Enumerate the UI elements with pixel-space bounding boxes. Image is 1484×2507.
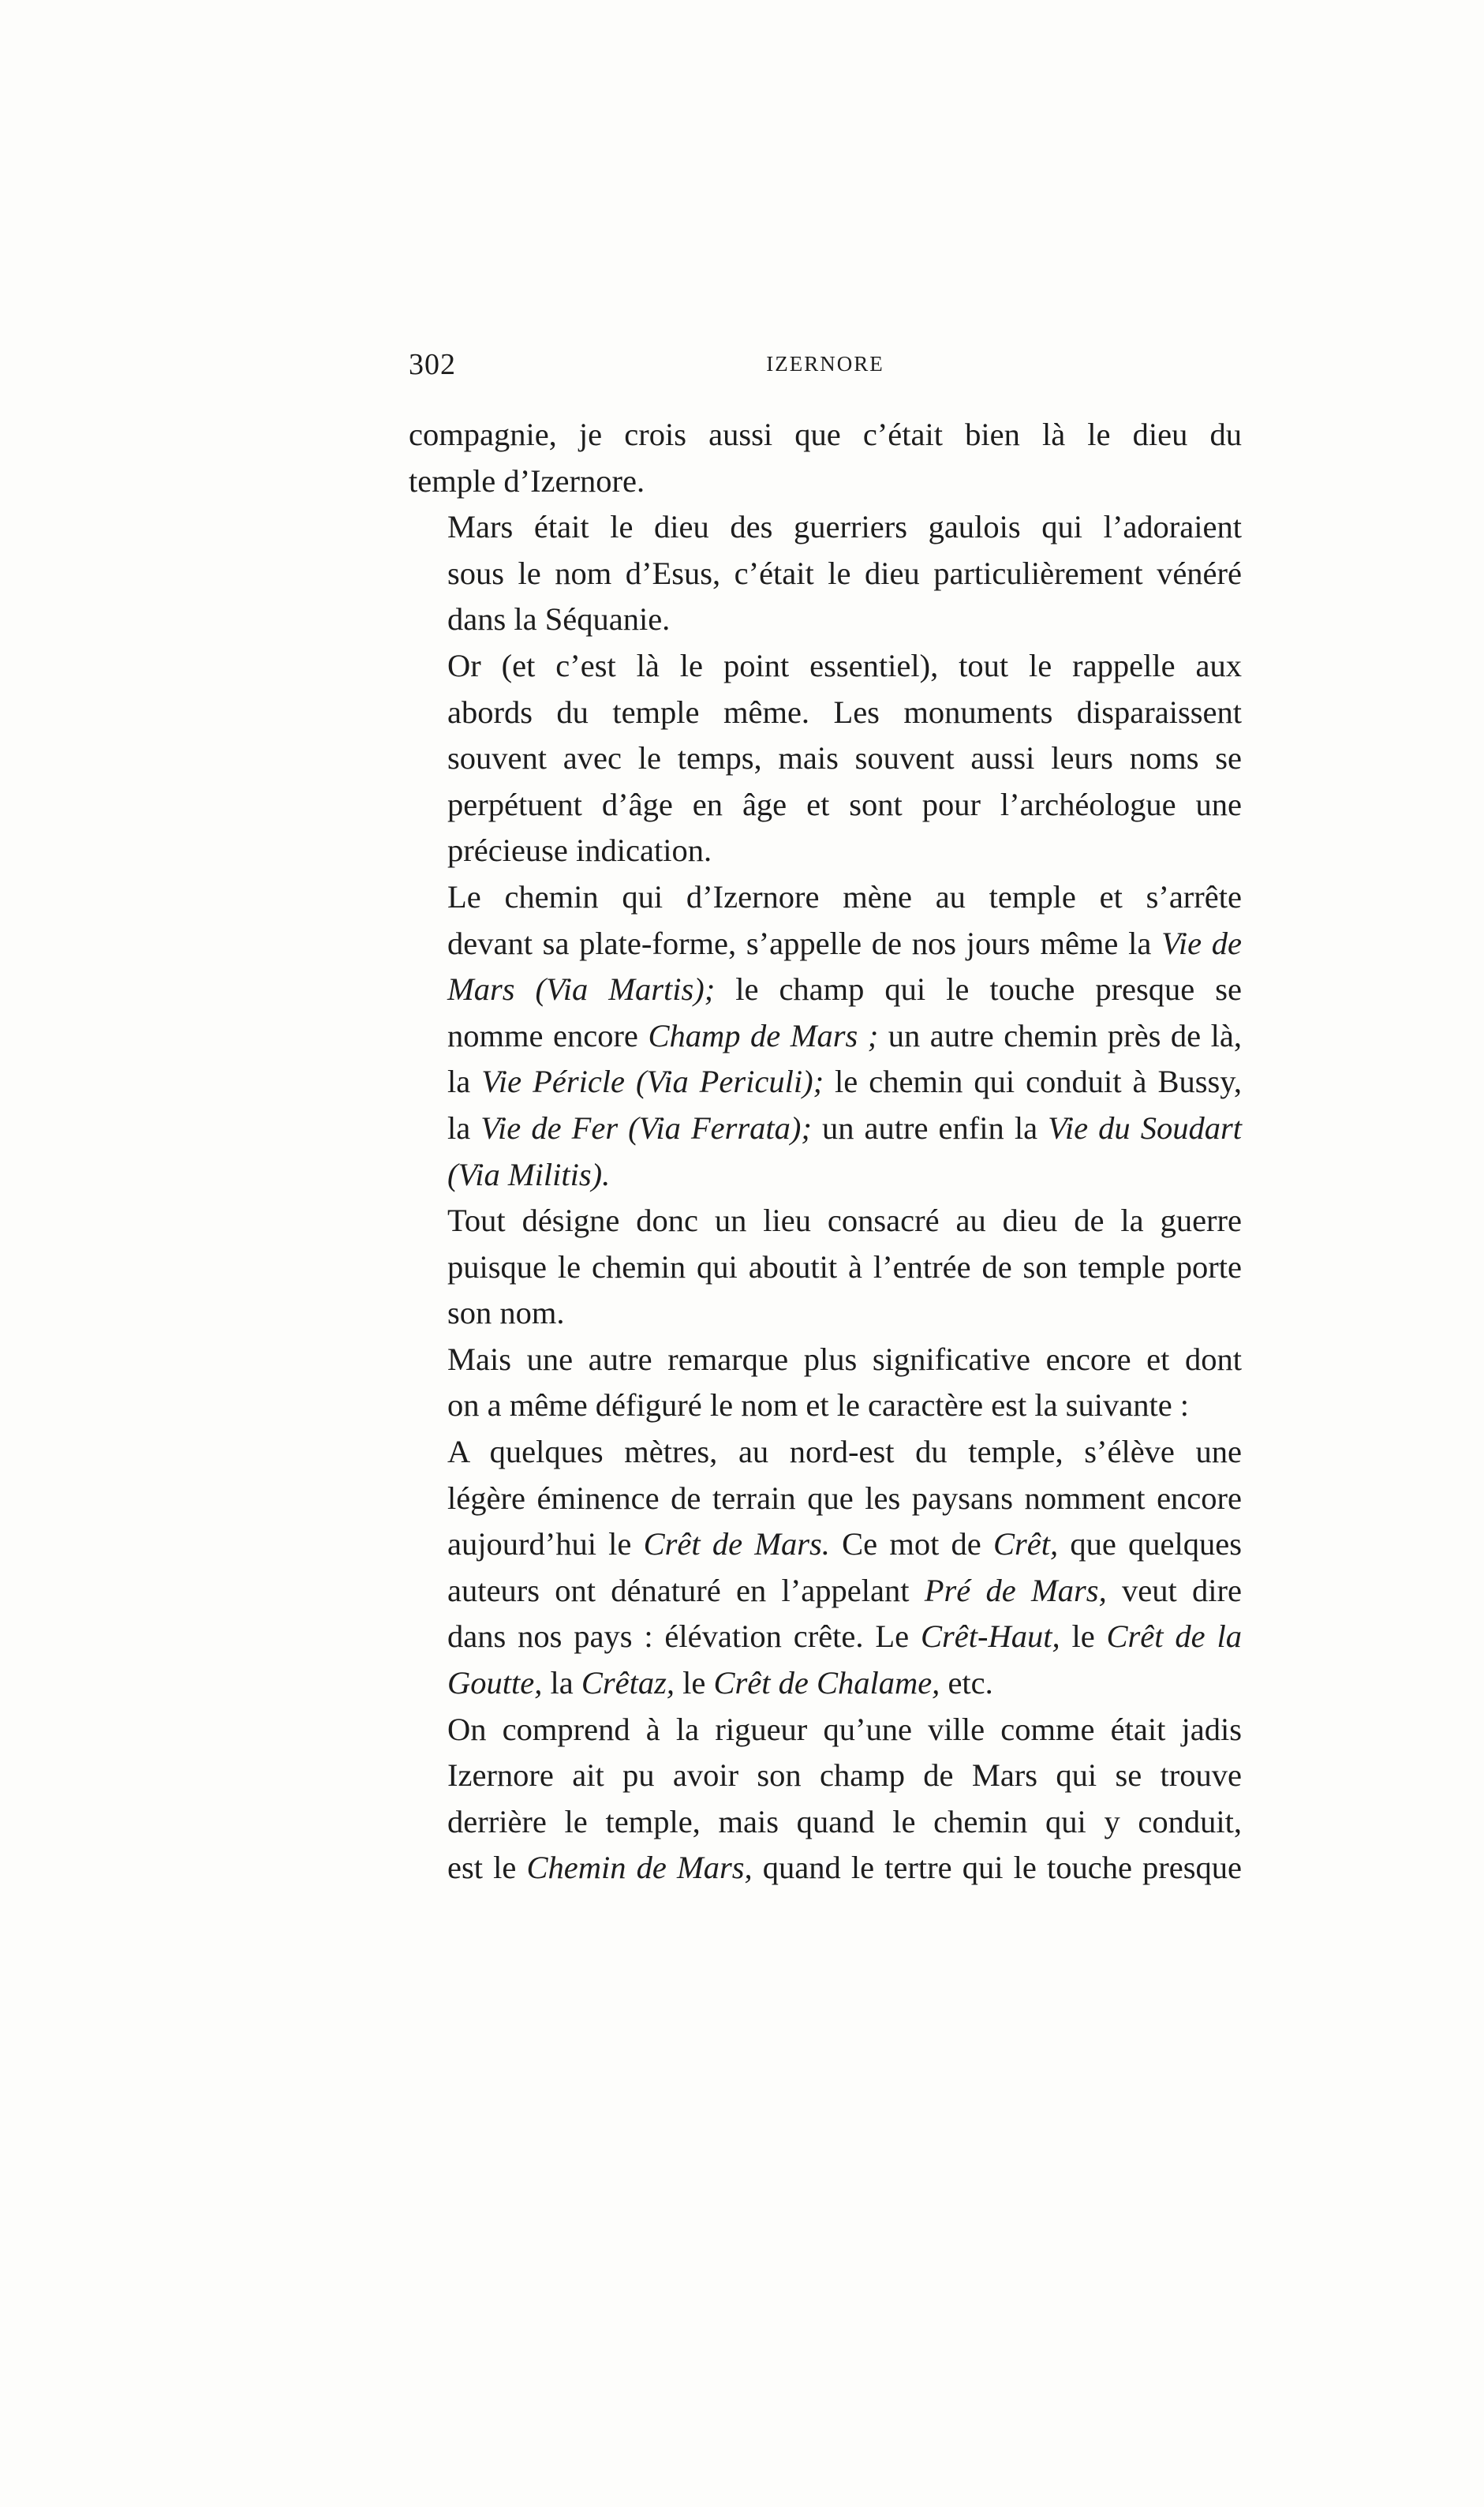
text-run: son nom. — [447, 1295, 565, 1331]
paragraph — [409, 1198, 1242, 1337]
text-run: puisque le chemin qui aboutit à l’entrée de son temple porte — [447, 1248, 1242, 1285]
text-run: un autre enfin la — [811, 1109, 1049, 1146]
text-run: Or (et c’est là le point essentiel), tout le rappelle aux — [447, 647, 1242, 683]
italic-text: Crêt de la — [1106, 1618, 1242, 1655]
text-line — [409, 504, 1242, 551]
text-line — [409, 874, 1242, 921]
text-line — [409, 551, 1242, 597]
text-run: souvent avec le temps, mais souvent aussi leurs noms se — [447, 740, 1242, 776]
text-line — [409, 597, 1242, 643]
paragraph — [409, 1707, 1242, 1891]
text-line — [409, 1152, 1242, 1199]
text-run: On comprend à la rigueur qu’une ville comme était jadis — [447, 1711, 1242, 1747]
text-line — [409, 1707, 1242, 1753]
text-run: que quelques — [1058, 1526, 1242, 1562]
text-line — [409, 1614, 1242, 1660]
text-run: Mars était le dieu des guerriers gaulois qui l’adoraient — [447, 509, 1242, 545]
text-run: la — [542, 1665, 581, 1701]
text-line — [409, 1383, 1242, 1429]
paragraph — [409, 874, 1242, 1198]
paragraph — [409, 643, 1242, 874]
text-line — [409, 1521, 1242, 1568]
text-line — [409, 782, 1242, 829]
text-run: Izernore ait pu avoir son champ de Mars qui se trouve — [447, 1757, 1242, 1794]
italic-text: Crêtaz, — [581, 1665, 675, 1701]
text-run: le champ qui le touche presque se — [715, 971, 1242, 1008]
text-run: est le — [447, 1850, 527, 1886]
paragraph — [409, 1337, 1242, 1429]
text-run: précieuse indication. — [447, 833, 712, 869]
text-run: légère éminence de terrain que les paysans nomment encore — [447, 1480, 1242, 1516]
text-run: temple d’Izernore. — [409, 462, 645, 499]
text-run: aujourd’hui le — [447, 1526, 644, 1562]
text-run: sous le nom d’Esus, c’était le dieu particulièrement vénéré — [447, 555, 1242, 591]
text-run: auteurs ont dénaturé en l’appelant — [447, 1572, 925, 1608]
text-run: on a même défiguré le nom et le caractère est la suivante : — [447, 1387, 1190, 1424]
text-run: le — [674, 1665, 714, 1701]
text-run: derrière le temple, mais quand le chemin qui y conduit, — [447, 1803, 1242, 1839]
italic-text: (Via Militis). — [447, 1156, 611, 1192]
italic-text: Pré de Mars, — [924, 1572, 1107, 1608]
text-line — [409, 643, 1242, 690]
text-line — [409, 1290, 1242, 1337]
text-run: dans la Séquanie. — [447, 601, 671, 638]
page-number: 302 — [409, 348, 456, 381]
text-line — [409, 1845, 1242, 1891]
text-run: quand le tertre qui le touche presque — [752, 1850, 1242, 1886]
text-line — [409, 412, 1242, 458]
text-line — [409, 1753, 1242, 1799]
italic-text: Vie de — [1161, 925, 1243, 961]
text-run: la — [447, 1064, 482, 1100]
text-run: la — [447, 1109, 481, 1146]
text-run: Mais une autre remarque plus significative encore et dont — [447, 1341, 1242, 1377]
text-line — [409, 1013, 1242, 1060]
text-line — [409, 690, 1242, 736]
text-line — [409, 921, 1242, 967]
text-run: nomme encore — [447, 1017, 649, 1053]
text-run: Tout désigne donc un lieu consacré au dieu de la guerre — [447, 1203, 1242, 1239]
text-run: Ce mot de — [829, 1526, 993, 1562]
text-line — [409, 1799, 1242, 1846]
text-line — [409, 828, 1242, 874]
italic-text: Vie du Soudart — [1048, 1109, 1242, 1146]
italic-text: Crêt de Chalame, — [713, 1665, 940, 1701]
text-run: abords du temple même. Les monuments disparaissent — [447, 694, 1242, 730]
text-line — [409, 1568, 1242, 1615]
text-run: perpétuent d’âge en âge et sont pour l’archéologue une — [447, 786, 1242, 822]
italic-text: Goutte, — [447, 1665, 543, 1701]
running-title: IZERNORE — [766, 352, 884, 376]
italic-text: Champ de Mars ; — [648, 1017, 879, 1053]
italic-text: Vie Péricle (Via Periculi); — [481, 1064, 824, 1100]
text-line — [409, 1059, 1242, 1106]
italic-text: Crêt de Mars. — [643, 1526, 830, 1562]
text-line — [409, 1198, 1242, 1244]
text-run: le chemin qui conduit à Bussy, — [824, 1064, 1242, 1100]
text-run: Le chemin qui d’Izernore mène au temple et s’arrête — [447, 878, 1242, 915]
body-text — [409, 412, 1242, 1891]
text-run: etc. — [940, 1665, 993, 1701]
text-line — [409, 1244, 1242, 1291]
italic-text: Vie de Fer (Via Ferrata); — [480, 1109, 812, 1146]
paragraph — [409, 1429, 1242, 1707]
text-line — [409, 1660, 1242, 1707]
text-line — [409, 1337, 1242, 1383]
text-line — [409, 1106, 1242, 1152]
text-line — [409, 1476, 1242, 1522]
italic-text: Mars (Via Martis); — [447, 971, 716, 1008]
text-run: compagnie, je crois aussi que c’était bien là le dieu du — [409, 417, 1242, 452]
page-header — [409, 347, 1242, 387]
text-line — [409, 1429, 1242, 1476]
text-run: dans nos pays : élévation crête. Le — [447, 1618, 921, 1655]
text-line — [409, 458, 1242, 505]
paragraph — [409, 412, 1242, 504]
text-run: devant sa plate-forme, s’appelle de nos jours même la — [447, 925, 1162, 961]
italic-text: Chemin de Mars, — [526, 1850, 753, 1886]
text-run: veut dire — [1106, 1572, 1242, 1608]
paragraph — [409, 504, 1242, 643]
text-line — [409, 967, 1242, 1013]
italic-text: Crêt-Haut, — [920, 1618, 1060, 1655]
text-line — [409, 735, 1242, 782]
italic-text: Crêt, — [992, 1526, 1059, 1562]
text-run: un autre chemin près de là, — [878, 1017, 1243, 1053]
text-run: le — [1060, 1618, 1107, 1655]
text-run: A quelques mètres, au nord-est du temple, s’élève une — [447, 1434, 1242, 1470]
